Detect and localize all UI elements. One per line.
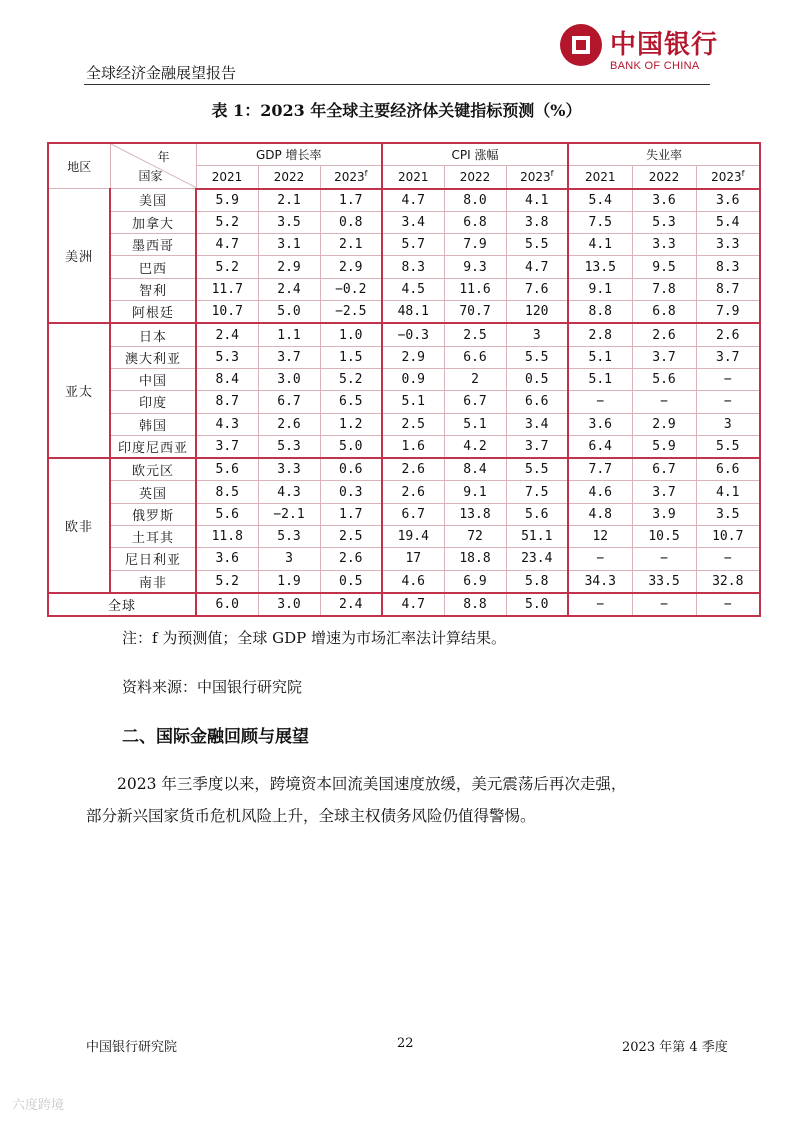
value-cell: 8.3 — [696, 256, 760, 278]
logo-chinese-text: 中国银行 — [610, 30, 719, 60]
value-cell: 12 — [568, 526, 632, 548]
value-cell: 5.5 — [696, 435, 760, 458]
value-cell: − — [696, 391, 760, 413]
header-divider — [84, 84, 710, 85]
value-cell: 4.6 — [382, 570, 444, 593]
value-cell: 2.9 — [258, 256, 320, 278]
value-cell: 2.6 — [320, 548, 382, 570]
header-year-cell — [382, 166, 444, 189]
value-cell: −0.3 — [382, 323, 444, 346]
value-cell: 8.4 — [196, 368, 258, 390]
year-label: 2022 — [273, 169, 305, 184]
value-cell: 1.1 — [258, 323, 320, 346]
table-row — [48, 458, 760, 481]
table-row — [48, 234, 760, 256]
value-cell: 2.9 — [632, 413, 696, 435]
value-cell: 7.9 — [444, 234, 506, 256]
value-cell: 4.7 — [196, 234, 258, 256]
value-cell: 5.1 — [568, 368, 632, 390]
value-cell: − — [632, 391, 696, 413]
value-cell: 11.8 — [196, 526, 258, 548]
country-label: 印度尼西亚 — [110, 435, 196, 458]
value-cell: 5.9 — [632, 435, 696, 458]
value-cell: 1.7 — [320, 189, 382, 212]
year-label: 2022 — [459, 169, 491, 184]
value-cell: 2.6 — [258, 413, 320, 435]
value-cell: 8.8 — [444, 593, 506, 616]
value-cell: 0.6 — [320, 458, 382, 481]
bank-logo — [560, 22, 720, 82]
value-cell: 5.3 — [196, 346, 258, 368]
value-cell: 3.1 — [258, 234, 320, 256]
header-year-cell — [196, 166, 258, 189]
value-cell: 6.9 — [444, 570, 506, 593]
value-cell: 2.6 — [696, 323, 760, 346]
value-cell: 6.8 — [444, 211, 506, 233]
value-cell: 6.4 — [568, 435, 632, 458]
table-row — [48, 391, 760, 413]
forecast-mark: f — [364, 169, 368, 179]
value-cell: 10.7 — [196, 301, 258, 324]
value-cell: 9.5 — [632, 256, 696, 278]
value-cell: 7.9 — [696, 301, 760, 324]
value-cell: 11.7 — [196, 278, 258, 300]
table-row — [48, 413, 760, 435]
country-label: 尼日利亚 — [110, 548, 196, 570]
country-label: 英国 — [110, 481, 196, 503]
data-source: 资料来源：中国银行研究院 — [122, 678, 303, 696]
value-cell: 3.0 — [258, 593, 320, 616]
value-cell: 4.5 — [382, 278, 444, 300]
value-cell: − — [568, 593, 632, 616]
value-cell: 3.7 — [258, 346, 320, 368]
year-label: 2023 — [334, 170, 365, 185]
value-cell: 18.8 — [444, 548, 506, 570]
value-cell: 5.6 — [506, 503, 568, 525]
value-cell: −0.2 — [320, 278, 382, 300]
table-caption: 表 1：2023 年全球主要经济体关键指标预测（%） — [211, 101, 582, 120]
value-cell: 2 — [444, 368, 506, 390]
value-cell: 3.6 — [568, 413, 632, 435]
value-cell: 5.8 — [506, 570, 568, 593]
value-cell: 5.1 — [382, 391, 444, 413]
value-cell: 8.7 — [696, 278, 760, 300]
value-cell: 3.7 — [696, 346, 760, 368]
value-cell: 2.6 — [382, 458, 444, 481]
table-row — [48, 278, 760, 300]
value-cell: 6.5 — [320, 391, 382, 413]
bank-emblem-icon — [560, 24, 602, 66]
value-cell: −2.1 — [258, 503, 320, 525]
header-country: 国家 — [138, 169, 163, 184]
year-label: 2021 — [584, 169, 616, 184]
value-cell: 3.7 — [196, 435, 258, 458]
paragraph-line-1: 2023 年三季度以来，跨境资本回流美国速度放缓，美元震荡后再次走强， — [117, 775, 627, 793]
section-heading: 二、国际金融回顾与展望 — [122, 727, 309, 747]
table-row — [48, 323, 760, 346]
value-cell: 8.4 — [444, 458, 506, 481]
value-cell: 19.4 — [382, 526, 444, 548]
country-label: 韩国 — [110, 413, 196, 435]
value-cell: 3.7 — [506, 435, 568, 458]
value-cell: 8.3 — [382, 256, 444, 278]
value-cell: 5.2 — [320, 368, 382, 390]
body-paragraph — [86, 768, 716, 832]
value-cell: 1.2 — [320, 413, 382, 435]
value-cell: 13.5 — [568, 256, 632, 278]
value-cell: 3.6 — [696, 189, 760, 212]
footer-period: 2023 年第 4 季度 — [622, 1040, 728, 1055]
country-label: 印度 — [110, 391, 196, 413]
value-cell: 9.1 — [444, 481, 506, 503]
value-cell: 1.6 — [382, 435, 444, 458]
value-cell: 6.6 — [506, 391, 568, 413]
country-label: 巴西 — [110, 256, 196, 278]
header-year-cell — [320, 166, 382, 189]
value-cell: 9.1 — [568, 278, 632, 300]
watermark-text: 六度跨境 — [12, 1098, 65, 1113]
table-row — [48, 526, 760, 548]
value-cell: 0.9 — [382, 368, 444, 390]
value-cell: 17 — [382, 548, 444, 570]
value-cell: 3.4 — [382, 211, 444, 233]
value-cell: 1.0 — [320, 323, 382, 346]
logo-english-text: BANK OF CHINA — [610, 60, 700, 72]
value-cell: 5.7 — [382, 234, 444, 256]
value-cell: 6.8 — [632, 301, 696, 324]
value-cell: 4.2 — [444, 435, 506, 458]
value-cell: − — [696, 548, 760, 570]
table-row — [48, 256, 760, 278]
value-cell: 5.0 — [506, 593, 568, 616]
year-label: 2022 — [648, 169, 680, 184]
value-cell: 3 — [258, 548, 320, 570]
value-cell: 5.5 — [506, 234, 568, 256]
header-year: 年 — [157, 150, 170, 164]
forecast-mark: f — [741, 169, 745, 179]
region-label: 美洲 — [48, 189, 110, 324]
country-label: 阿根廷 — [110, 301, 196, 324]
country-label: 澳大利亚 — [110, 346, 196, 368]
table-row — [48, 189, 760, 212]
value-cell: 0.3 — [320, 481, 382, 503]
value-cell: 7.5 — [506, 481, 568, 503]
value-cell: 4.8 — [568, 503, 632, 525]
table-row — [48, 301, 760, 324]
value-cell: 34.3 — [568, 570, 632, 593]
country-label: 日本 — [110, 323, 196, 346]
value-cell: − — [568, 391, 632, 413]
value-cell: 5.5 — [506, 346, 568, 368]
value-cell: 5.4 — [568, 189, 632, 212]
table-row — [48, 211, 760, 233]
value-cell: 9.3 — [444, 256, 506, 278]
value-cell: 6.7 — [444, 391, 506, 413]
value-cell: 3.4 — [506, 413, 568, 435]
country-label: 土耳其 — [110, 526, 196, 548]
value-cell: 3.5 — [258, 211, 320, 233]
year-label: 2023 — [711, 170, 742, 185]
value-cell: 3.7 — [632, 481, 696, 503]
country-label: 欧元区 — [110, 458, 196, 481]
value-cell: 5.5 — [506, 458, 568, 481]
page-number: 22 — [397, 1036, 414, 1051]
value-cell: 7.7 — [568, 458, 632, 481]
header-year-cell — [444, 166, 506, 189]
value-cell: 6.0 — [196, 593, 258, 616]
value-cell: 33.5 — [632, 570, 696, 593]
value-cell: 4.3 — [196, 413, 258, 435]
value-cell: 5.3 — [258, 526, 320, 548]
country-label: 美国 — [110, 189, 196, 212]
value-cell: 2.8 — [568, 323, 632, 346]
value-cell: 72 — [444, 526, 506, 548]
value-cell: 2.6 — [382, 481, 444, 503]
value-cell: 4.1 — [568, 234, 632, 256]
value-cell: 1.9 — [258, 570, 320, 593]
value-cell: 8.7 — [196, 391, 258, 413]
value-cell: 4.7 — [506, 256, 568, 278]
value-cell: 8.5 — [196, 481, 258, 503]
value-cell: 5.6 — [632, 368, 696, 390]
value-cell: 4.3 — [258, 481, 320, 503]
header-group-cpi: CPI 涨幅 — [382, 143, 568, 166]
country-label: 智利 — [110, 278, 196, 300]
value-cell: 5.0 — [258, 301, 320, 324]
value-cell: 5.0 — [320, 435, 382, 458]
value-cell: −2.5 — [320, 301, 382, 324]
value-cell: − — [696, 368, 760, 390]
value-cell: 6.7 — [258, 391, 320, 413]
country-label: 中国 — [110, 368, 196, 390]
value-cell: 0.5 — [506, 368, 568, 390]
value-cell: 2.4 — [196, 323, 258, 346]
value-cell: 6.6 — [696, 458, 760, 481]
region-label: 亚太 — [48, 323, 110, 458]
value-cell: 5.4 — [696, 211, 760, 233]
global-label: 全球 — [48, 593, 196, 616]
global-row — [48, 593, 760, 616]
table-note: 注：f 为预测值；全球 GDP 增速为市场汇率法计算结果。 — [122, 629, 506, 647]
table-row — [48, 368, 760, 390]
value-cell: 5.1 — [568, 346, 632, 368]
value-cell: 6.6 — [444, 346, 506, 368]
value-cell: 5.6 — [196, 503, 258, 525]
value-cell: 6.7 — [382, 503, 444, 525]
header-year-cell — [632, 166, 696, 189]
year-label: 2021 — [211, 169, 243, 184]
value-cell: 2.6 — [632, 323, 696, 346]
value-cell: 32.8 — [696, 570, 760, 593]
value-cell: 8.8 — [568, 301, 632, 324]
table-body — [48, 189, 760, 617]
value-cell: 2.9 — [382, 346, 444, 368]
value-cell: 5.6 — [196, 458, 258, 481]
header-year-cell — [506, 166, 568, 189]
value-cell: 7.5 — [568, 211, 632, 233]
table-row — [48, 548, 760, 570]
value-cell: 120 — [506, 301, 568, 324]
value-cell: 4.1 — [506, 189, 568, 212]
value-cell: 6.7 — [632, 458, 696, 481]
value-cell: 13.8 — [444, 503, 506, 525]
value-cell: 2.5 — [444, 323, 506, 346]
value-cell: 7.8 — [632, 278, 696, 300]
indicator-table — [47, 142, 761, 617]
value-cell: − — [696, 593, 760, 616]
value-cell: 3.9 — [632, 503, 696, 525]
value-cell: 4.6 — [568, 481, 632, 503]
value-cell: 2.5 — [382, 413, 444, 435]
footer-institute: 中国银行研究院 — [86, 1040, 178, 1055]
header-year-cell — [568, 166, 632, 189]
value-cell: 3 — [696, 413, 760, 435]
value-cell: 5.2 — [196, 256, 258, 278]
year-label: 2021 — [397, 169, 429, 184]
value-cell: 5.2 — [196, 211, 258, 233]
report-title: 全球经济金融展望报告 — [86, 64, 237, 82]
table-row — [48, 346, 760, 368]
value-cell: 4.7 — [382, 189, 444, 212]
region-label: 欧非 — [48, 458, 110, 593]
country-label: 南非 — [110, 570, 196, 593]
value-cell: 3.7 — [632, 346, 696, 368]
header-year-country — [110, 143, 196, 189]
value-cell: 0.5 — [320, 570, 382, 593]
value-cell: − — [632, 593, 696, 616]
table-row — [48, 503, 760, 525]
year-label: 2023 — [520, 170, 551, 185]
value-cell: 1.7 — [320, 503, 382, 525]
value-cell: 3.0 — [258, 368, 320, 390]
value-cell: − — [568, 548, 632, 570]
country-label: 俄罗斯 — [110, 503, 196, 525]
country-label: 墨西哥 — [110, 234, 196, 256]
value-cell: 3.6 — [196, 548, 258, 570]
value-cell: 48.1 — [382, 301, 444, 324]
value-cell: 5.3 — [258, 435, 320, 458]
forecast-mark: f — [550, 169, 554, 179]
value-cell: 1.5 — [320, 346, 382, 368]
header-year-cell — [258, 166, 320, 189]
value-cell: 2.4 — [320, 593, 382, 616]
header-region: 地区 — [48, 143, 110, 189]
value-cell: 3.8 — [506, 211, 568, 233]
value-cell: 2.5 — [320, 526, 382, 548]
value-cell: 11.6 — [444, 278, 506, 300]
paragraph-line-2: 部分新兴国家货币危机风险上升，全球主权债务风险仍值得警惕。 — [86, 807, 536, 825]
table-row — [48, 481, 760, 503]
value-cell: 3.6 — [632, 189, 696, 212]
value-cell: 5.9 — [196, 189, 258, 212]
value-cell: 2.1 — [320, 234, 382, 256]
value-cell: 2.4 — [258, 278, 320, 300]
value-cell: 5.2 — [196, 570, 258, 593]
value-cell: 4.1 — [696, 481, 760, 503]
value-cell: 5.1 — [444, 413, 506, 435]
value-cell: 10.5 — [632, 526, 696, 548]
value-cell: 70.7 — [444, 301, 506, 324]
value-cell: 3.3 — [258, 458, 320, 481]
table-row — [48, 570, 760, 593]
value-cell: 3.5 — [696, 503, 760, 525]
value-cell: 3.3 — [696, 234, 760, 256]
value-cell: 2.9 — [320, 256, 382, 278]
value-cell: 4.7 — [382, 593, 444, 616]
value-cell: 10.7 — [696, 526, 760, 548]
value-cell: 2.1 — [258, 189, 320, 212]
value-cell: 23.4 — [506, 548, 568, 570]
value-cell: 51.1 — [506, 526, 568, 548]
header-group-unemployment: 失业率 — [568, 143, 760, 166]
value-cell: 5.3 — [632, 211, 696, 233]
table-row — [48, 435, 760, 458]
value-cell: 7.6 — [506, 278, 568, 300]
value-cell: 3.3 — [632, 234, 696, 256]
value-cell: − — [632, 548, 696, 570]
value-cell: 3 — [506, 323, 568, 346]
value-cell: 8.0 — [444, 189, 506, 212]
country-label: 加拿大 — [110, 211, 196, 233]
header-year-cell — [696, 166, 760, 189]
header-group-gdp: GDP 增长率 — [196, 143, 382, 166]
value-cell: 0.8 — [320, 211, 382, 233]
